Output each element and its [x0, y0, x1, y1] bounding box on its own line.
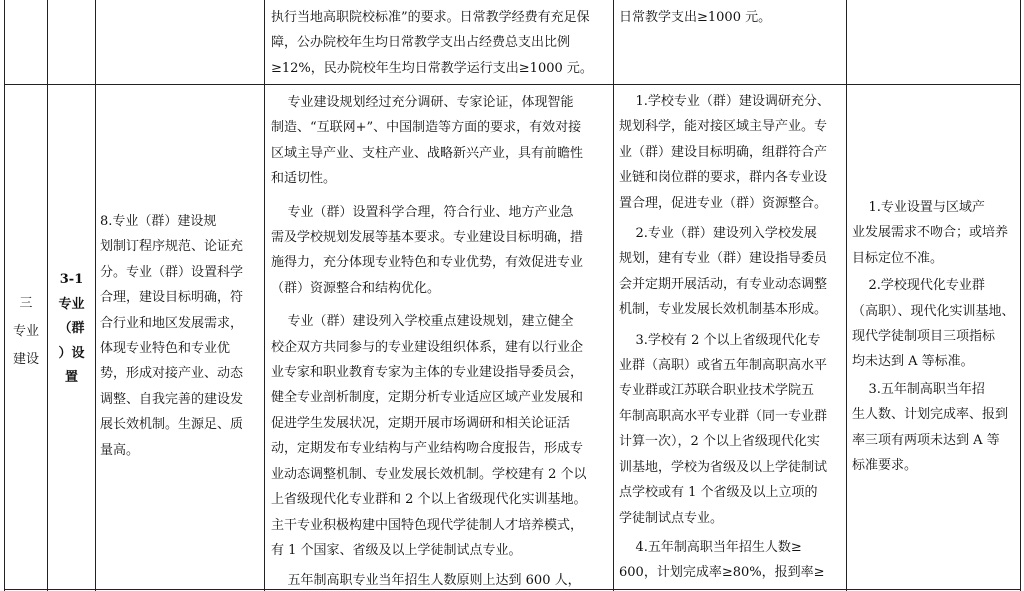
criteria-paragraph: 1.学校专业（群）建设调研充分、 规划科学，能对接区域主导产业。专 业（群）建设目标明确，组群符合产 业链和岗位群的要求，群内各专业设 置合理，促进专业（群）资源整合。 — [619, 94, 830, 211]
column-divider — [846, 0, 847, 591]
indicator-cell — [100, 209, 262, 463]
table-border-right — [1020, 0, 1021, 591]
item-name-line: ）设 — [58, 345, 85, 361]
section-name-part2: 建设 — [12, 352, 39, 367]
criteria-cell — [619, 89, 845, 586]
standard-paragraph: 五年制高职专业当年招生人数原则上达到 600 人， — [271, 573, 581, 589]
standard-paragraph: 专业（群）建设列入学校重点建设规划，建立健全 校企双方共同参与的专业建设组织体系，建有以行业企 业专家和职业教育专家为主体的专业建设指导委员会， 健全专业剖析制度，定期分析专业适应区域产业发展和 促进学生发展状况，定期开展市场调研和相关论证活 动，定期发布专业结构与产业结构吻合度报告，形成专 业动态调整机制、专业发展长效机制。学校建有 2 个以 上省级现代化专业群和 2 个以上省级现代化实训基地。 主干专业积极构建中国特色现代学徒制人才培养模式， 有 1 个国家、省级及以上学徒制试点专业。 — [271, 314, 587, 558]
top-criteria-cell — [619, 5, 841, 30]
item-name-line: 置 — [64, 370, 78, 385]
section-name-part1: 专业 — [12, 324, 39, 339]
column-divider — [264, 0, 265, 591]
item-name-line: 专业 — [58, 296, 85, 312]
criteria-paragraph: 3.学校有 2 个以上省级现代化专 业群（高职）或省五年制高职高水平 专业群或江苏联合职业技术学院五 年制高职高水平专业群（同一专业群 计算一次），2 个以上省级现代化实 训基地，学校为省级及以上学徒制试 点学校或有 1 个省级及以上立项的 学徒制试点专业。 — [619, 332, 828, 526]
item-cell — [48, 268, 95, 391]
top-standard-text: 执行当地高职院校标准”的要求。日常教学经费有充足保 障，公办院校年生均日常教学支出占经费总支出比例 ≥12%，民办院校年生均日常教学运行支出≥1000 元。 — [271, 10, 593, 76]
section-number: 三 — [19, 296, 33, 311]
column-divider — [95, 0, 96, 591]
veto-paragraph: 2.学校现代化专业群 （高职）、现代化实训基地、 现代学徒制项目三项指标 均未达到 A 等标准。 — [852, 278, 1015, 370]
top-criteria-text: 日常教学支出≥1000 元。 — [619, 10, 772, 25]
row-divider — [4, 84, 1021, 85]
standard-paragraph: 专业（群）设置科学合理，符合行业、地方产业急 需及学校规划发展等基本要求。专业建设目标明确，措 施得力，充分体现专业特色和专业优势，有效促进专业 （群）资源整合和结构优化。 — [271, 204, 584, 296]
section-cell — [5, 290, 47, 374]
veto-paragraph: 1.专业设置与区域产 业发展需求不吻合；或培养 目标定位不准。 — [852, 200, 1009, 266]
top-standard-cell — [271, 5, 609, 81]
standard-cell — [271, 90, 611, 591]
item-name-line: （群 — [58, 321, 85, 336]
column-divider — [613, 0, 614, 591]
veto-cell — [852, 195, 1018, 478]
criteria-paragraph: 2.专业（群）建设列入学校发展 规划，建有专业（群）建设指导委员 会并定期开展活动，有专业动态调整 机制，专业发展长效机制基本形成。 — [619, 226, 828, 318]
standard-paragraph: 专业建设规划经过充分调研、专家论证，体现智能 制造、“互联网+”、中国制造等方面的要求，有效对接 区域主导产业、支柱产业、战略新兴产业，具有前瞻性 和适切性。 — [271, 95, 584, 187]
criteria-paragraph: 4.五年制高职当年招生人数≥ 600，计划完成率≥80%，报到率≥ — [619, 539, 825, 581]
item-code: 3-1 — [59, 272, 84, 287]
veto-paragraph: 3.五年制高职当年招 生人数、计划完成率、报到 率三项有两项未达到 A 等 标准要求。 — [852, 381, 1009, 474]
indicator-text: 8.专业（群）建设规 划制订程序规范、论证充 分。专业（群）设置科学 合理，建设目标明确，符 合行业和地区发展需求， 体现专业特色和专业优 势，形成对接产业、动态 调整、自我完善的建设发 展长效机制。生源足、质 量高。 — [100, 214, 244, 458]
